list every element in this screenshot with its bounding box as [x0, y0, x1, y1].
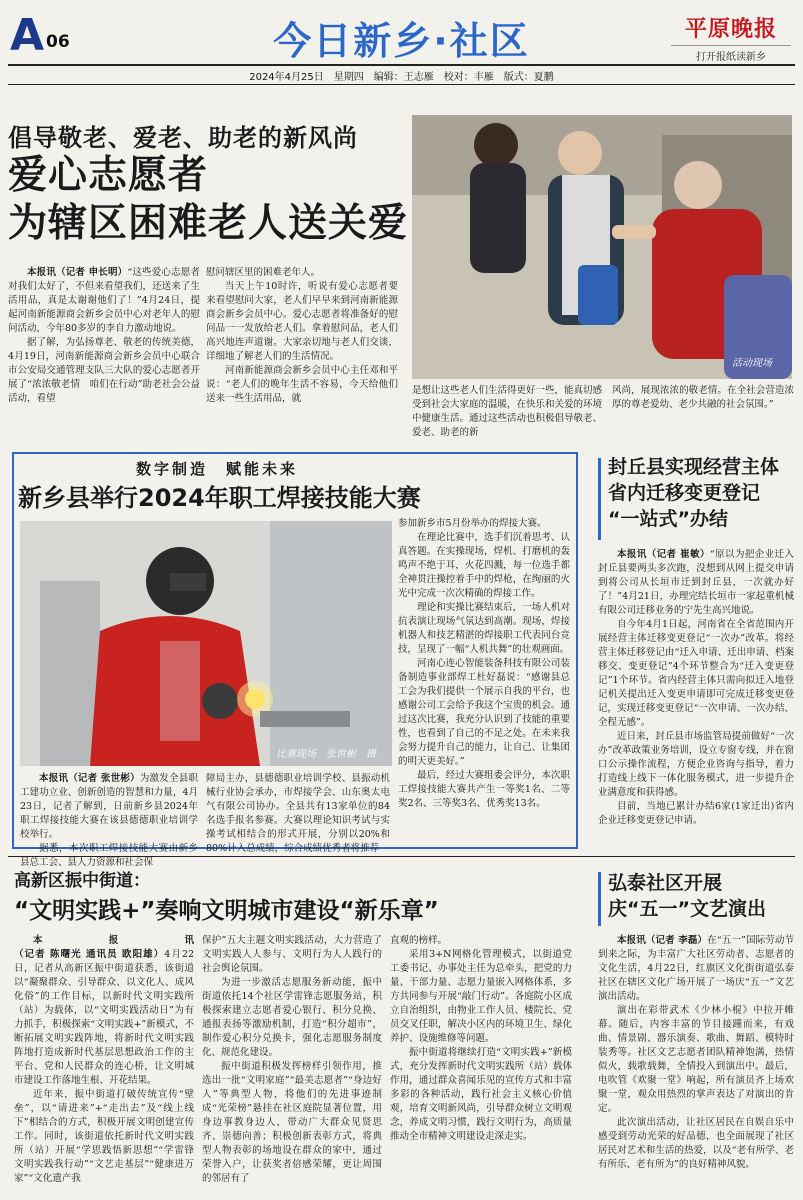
story2-kicker: 数字制造 赋能未来 — [135, 460, 298, 478]
story2-column-3 — [398, 517, 570, 845]
lower-section-rule — [8, 856, 795, 857]
right-story1-reporter: （记者 崔敏） — [646, 549, 710, 560]
header-rule — [8, 64, 795, 66]
story3-headline: “文明实践+”奏响文明城市建设“新乐章” — [14, 898, 439, 924]
story3-col1-p2: 近年来，振中街道打破传统宣传“壁垒”，以“请进来”+“走出去”及“线上线下”相结合的方式，积极开展文明创建宣传工作。同时，该街道依托新时代文明实践所（站）开展“学思践悟新思想”“学雷锋 文明实践我行动”“文艺走基层”“健康进万家”“文化遗产我 — [14, 1089, 204, 1184]
section-title: 今日新乡·社区 — [273, 19, 530, 63]
right-story1-headline-line2: 省内迁移变更登记 — [608, 482, 761, 504]
story2-col3-p0: 参加新乡市5月份举办的焊接大赛。 — [398, 518, 547, 529]
story2-reporter: （记者 张世彬） — [68, 773, 140, 784]
story2-photo — [20, 521, 392, 766]
page-letter: A — [10, 10, 45, 61]
story2-byline: 本报讯 — [39, 773, 69, 784]
story2-col3-p4: 最后，经过大赛组委会评分，本次职工焊接技能大赛共产生一等奖1名、二等奖2名、三等奖3名、优秀奖13名。 — [398, 770, 570, 809]
story1-kicker: 倡导敬老、爱老、助老的新风尚 — [8, 123, 358, 152]
story1-col1-p1: “这些爱心志愿者对我们太好了，不但来看望我们，还送来了生活用品，真是太谢谢他们了！”4月24日，提起河南新能源商会新乡会员中心对老年人的慰问活动，今年80多岁的李自力激动地说。 — [8, 267, 200, 334]
story2-col2: 障局主办，县德德职业培训学校、县振动机械行业协会承办，市焊接学会、山东奥太电气有限公司协办。全县共有13家单位的84名选手报名参赛。大赛以理论知识考试与实操考试相结合的形式开展，分别以20%和80%计入总成绩，综合成绩优秀者将推荐 — [206, 773, 390, 854]
story1-photo — [412, 115, 792, 379]
story1-headline — [8, 152, 408, 248]
right-story2-p3: 此次演出活动，让社区居民在自娱自乐中感受到劳动光荣的好品德，也全面展现了社区居民对艺术和生活的热爱，以及“老有所学、老有所乐、老有所为”的良好精神风貌。 — [598, 1117, 794, 1170]
story2-col3-p2: 理论和实操比赛结束后，一场人机对抗表演让现场气氛达到高潮。现场，焊接机器人和技艺精湛的焊接职工代表同台竞技，呈现了一幅“人机共舞”的壮观画面。 — [398, 602, 570, 655]
story1-reporter: （记者 申长明） — [56, 267, 128, 278]
right-story2-reporter: （记者 李磊） — [645, 935, 708, 946]
right-story1-body — [598, 548, 794, 848]
story1-col2-p0: 慰问辖区里的困难老年人。 — [206, 267, 321, 278]
story2-col1-p2: 据悉，本次职工焊接技能大赛由新乡县总工会、县人力资源和社会保 — [20, 843, 198, 868]
story3-col2-p2: 振中街道积极发挥榜样引领作用，推选出一批“文明家庭”“最美志愿者”“身边好人”等典型人物，将他们的先进事迹制成“光荣榜”悬挂在社区庭院显著位置，用身边事教身边人，带动广大群众见贤思齐、崇德向善；积极创新表彰方式，将典型人物表彰的场地设在群众的家中，通过荣誉入户，让获奖者倍感荣耀，更让周围的邻居有了 — [202, 1061, 382, 1184]
story1-column-2 — [206, 266, 398, 446]
story3-column-1 — [14, 934, 204, 1196]
right-story1-headline-line1: 封丘县实现经营主体 — [608, 456, 780, 478]
story2-col3-p3: 河南心连心智能装备科技有限公司装备制造事业部焊工杜好磊说：“感谢县总工会为我们提供一个展示自我的平台，也感谢公司工会给予我这个宝贵的机会。通过这次比赛，我充分认识到了技能的重要性，也看到了自己的不足之处。在未来我会努力提升自己的能力，让自己、让集团的明天更美好。” — [398, 658, 570, 767]
right-story2-headline-line2: 庆“五一”文艺演出 — [608, 898, 766, 920]
story3-col1-p1: 4月22日，记者从高新区振中街道获悉，该街道以“凝聚群众、引导群众、以文化人、成风化俗”的工作目标，以新时代文明实践所（站）为载体，以“文明实践活动日”为有力抓手，积极探索“文明实践+”新模式，不断拓展文明实践阵地，将新时代文明实践阵地打造成新时代基层思想政治工作的主平台、党和人民群众的连心桥，让文明城市建设工作落地生根、开花结果。 — [14, 949, 194, 1086]
story1-headline-line1: 爱心志愿者 — [8, 153, 209, 198]
right-story2-headline — [608, 870, 798, 922]
story3-col3-p1: 采用3+N网格化管理模式，以街道党工委书记、办事处主任为总牵头，把党的力量、干部力量、志愿力量嵌入网格体系，多方共同参与开展“敲门行动”。各庭院小区成立自治组织，由物业工作人员、楼院长、党员交叉任职，解决小区内的环境卫生、绿化养护、设施维修等问题。 — [390, 949, 572, 1044]
right-story1-p2: 自今年4月1日起，河南省在全省范围内开展经营主体迁移变更登记“一次办”改革。将经营主体迁移登记由“迁入申请、迁出申请、档案移交、变更登记”4个环节整合为“迁入变更登记”1个环节。省内经营主体只需向拟迁入地登记机关提出迁入变更申请即可完成迁移变更登记，实现迁移变更登记“一次申请、一次办结、全程无感”。 — [598, 619, 794, 728]
right-story1-byline: 本报讯 — [617, 549, 647, 560]
logo-slogan: 打开报纸读新乡 — [671, 45, 791, 63]
right-story1-headline-line3: “一站式”办结 — [608, 508, 728, 530]
story1-photo-caption: 活动现场 — [732, 358, 772, 369]
welding-photo-illustration — [20, 521, 392, 766]
story2-col3-p1: 在理论比赛中，选手们沉着思考、认真答题。在实操现场，焊机、打磨机的轰鸣声不绝于耳，火花四溅，每一位选手都全神贯注操控着手中的焊枪，在绚丽的火光中完成一次次精确的焊接工作。 — [398, 532, 570, 599]
story1-column-1 — [8, 266, 200, 446]
right-story1-headline — [608, 454, 798, 532]
story1-headline-line2: 为辖区困难老人送关爱 — [8, 201, 409, 246]
story2-column-1 — [20, 772, 198, 868]
story3-kicker: 高新区振中街道： — [14, 871, 150, 891]
story3-col2-p1: 为进一步激活志愿服务新动能，振中街道依托14个社区学雷锋志愿服务站，积极探索建立志愿者爱心银行、积分兑换、通报表扬等激励机制，打造“积分超市”，制作爱心积分兑换卡，强化志愿服务制度化、规范化建设。 — [202, 977, 382, 1058]
story2-col1-p1: 为激发全县职工建功立业、创新创造的智慧和力量，4月23日，记者了解到，日前新乡县2024年职工焊接技能大赛在该县德德职业培训学校举行。 — [20, 773, 198, 840]
meta-rule — [8, 84, 795, 85]
story3-col3-p0: 直观的榜样。 — [390, 935, 448, 946]
story3-column-3 — [390, 934, 572, 1196]
story1-col3: 是想让这些老人们生活得更好一些，能真切感受到社会大家庭的温暖，在快乐和关爱的环境中健康生活。通过这些活动也积极倡导敬老、爱老、助老的新 — [412, 385, 603, 438]
story2-column-2 — [206, 772, 390, 854]
story1-col4: 风尚，展现浓浓的敬老情。在全社会营造浓厚的尊老爱幼、老少共融的社会氛围。” — [612, 385, 794, 410]
volunteers-photo-illustration — [412, 115, 792, 379]
right-story2-byline: 本报讯 — [617, 935, 646, 946]
page-number: 06 — [46, 32, 70, 52]
story1-byline: 本报讯 — [27, 267, 57, 278]
story3-col3-p2: 振中街道将继续打造“文明实践+”新模式，充分发挥新时代文明实践所（站）载体作用，通过群众喜闻乐见的宣传方式和丰富多彩的各种活动，践行社会主义核心价值观，培育文明新风尚，引导群众树立文明观念，养成文明习惯，践行文明行为，高质量推动全市精神文明建设走深走实。 — [390, 1047, 572, 1142]
story3-reporter: （记者 陈曙光 通讯员 欧阳雄） — [14, 949, 165, 960]
right-story1-p3: 近日来，封丘县市场监管局提前做好“一次办”改革政策业务培训，设立专窗专线，并在窗口公示操作流程，方便企业咨询与指导，着力打造线上线下一体化服务模式，进一步提升企业满意度和获得感。 — [598, 731, 794, 798]
right-story2-accent — [598, 872, 601, 926]
story3-byline: 本报讯 — [33, 935, 194, 946]
story1-col1-p2: 据了解，为弘扬尊老、敬老的传统美德，4月19日，河南新能源商会新乡会员中心联合市公安局交通管理支队三大队的爱心志愿者开展了“浓浓敬老情 咱们在行动”助老社会公益活动，看望 — [8, 337, 200, 404]
right-story2-p1: 在“五一”国际劳动节到来之际，为丰富广大社区劳动者、志愿者的文化生活，4月22日，红旗区文化街街道弘泰社区在辖区文化广场开展了一场庆“五一”文艺演出活动。 — [598, 935, 794, 1002]
story2-headline: 新乡县举行2024年职工焊接技能大赛 — [18, 484, 421, 512]
story3-col2-p0: 保护”五大主题文明实践活动，大力营造了文明实践人人参与、文明行为人人践行的社会舆论氛围。 — [202, 935, 382, 974]
story1-column-4 — [612, 384, 794, 446]
right-story2-p2: 演出在彩带武术《少林小棍》中拉开帷幕。随后，内容丰富的节目接踵而来，有戏曲、情景剧、器乐演奏、歌曲、舞蹈、模特时装秀等。社区文艺志愿者团队精神饱满，热情似火，载歌载舞，全情投入到演出中。最后，电吹管《欢聚一堂》响起，所有演员齐上场欢聚一堂，观众用热烈的掌声表达了对演出的肯定。 — [598, 1005, 794, 1114]
right-story1-accent — [598, 458, 601, 540]
story3-column-2 — [202, 934, 382, 1196]
story1-column-3 — [412, 384, 602, 446]
newspaper-logo — [671, 12, 791, 63]
story1-col2-p1: 当天上午10时许，听说有爱心志愿者要来看望慰问大家，老人们早早来到河南新能源商会新乡会员中心。爱心志愿者将准备好的慰问品一一发放给老人们。拿着慰问品，老人们高兴地连声道谢。大家亲切地与老人们交谈，详细地了解老人们的生活情况。 — [206, 281, 398, 362]
story1-col2-p2: 河南新能源商会新乡会员中心主任邓和平说：“老人们的晚年生活不容易，今天给他们送来一些生活用品，就 — [206, 365, 398, 404]
right-story1-p1: “原以为把企业迁入封丘县要两头多次跑，没想到从网上提交申请到将公司从长垣市迁到封丘县，一次就办好了！”4月21日，办理完结长垣市一家起重机械有限公司迁移业务的宁先生高兴地说。 — [598, 549, 794, 616]
logo-name: 平原晚报 — [684, 16, 777, 42]
issue-meta: 2024年4月25日 星期四 编辑：王志雁 校对：丰雁 版式：夏鹏 — [249, 72, 554, 83]
story2-photo-caption: 比赛现场 张世彬 摄 — [276, 749, 376, 760]
right-story2-headline-line1: 弘泰社区开展 — [608, 872, 723, 894]
right-story2-body — [598, 934, 794, 1196]
right-story1-p4: 目前，当地已累计办结6家(1家迁出)省内企业迁移变更登记申请。 — [598, 801, 794, 826]
